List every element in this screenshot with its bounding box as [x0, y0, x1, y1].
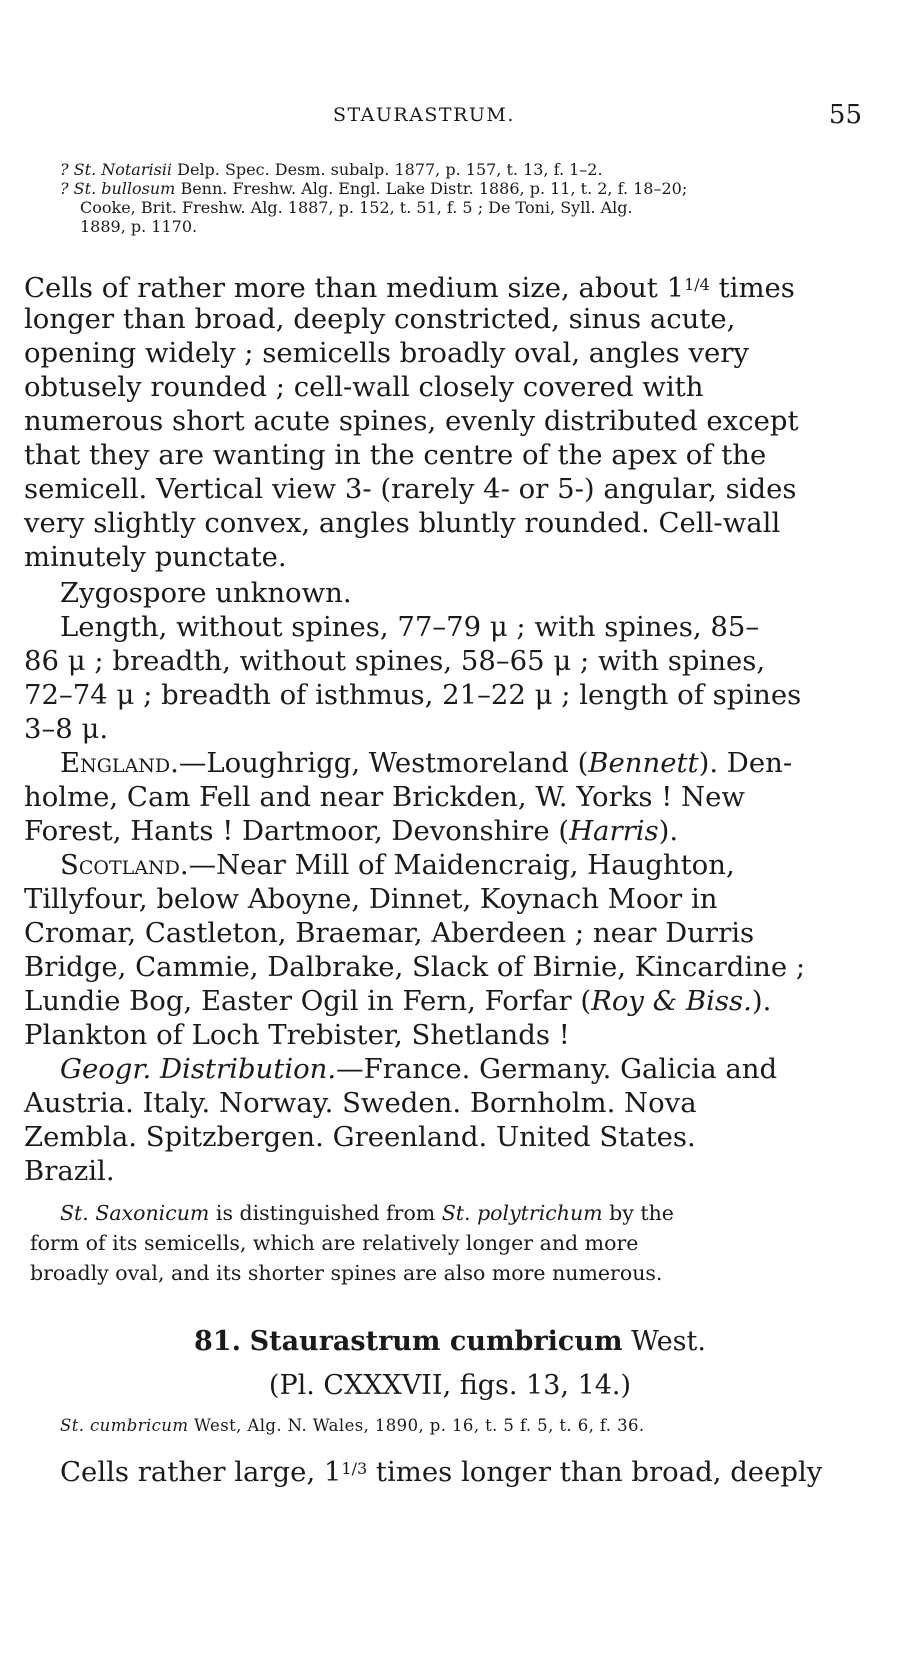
fraction: 1/4: [684, 275, 710, 294]
fraction: 1/3: [341, 1459, 368, 1478]
species-name: Staurastrum cumbricum: [249, 1326, 623, 1357]
page-number: 55: [828, 100, 862, 130]
text-line: Tillyfour, below Aboyne, Dinnet, Koynach Moor in: [24, 883, 718, 915]
text-line: Cells rather large, $1^{1/3}$ times longer than broad, deeply: [60, 1456, 823, 1488]
plate-reference: (Pl. CXXXVII, figs. 13, 14.): [268, 1370, 632, 1401]
synonym-line: ? St. Notarisii Delp. Spec. Desm. subalp. 1877, p. 157, t. 13, f. 1–2.: [60, 160, 603, 179]
text-line: semicell. Vertical view 3- (rarely 4- or 5-) angular, sides: [24, 473, 797, 505]
synonym-line: St. cumbricum West, Alg. N. Wales, 1890, p. 16, t. 5 f. 5, t. 6, f. 36.: [60, 1416, 645, 1435]
text-line: 72–74 μ ; breadth of isthmus, 21–22 μ ; length of spines: [24, 679, 802, 711]
text-line: Plankton of Loch Trebister, Shetlands !: [24, 1019, 570, 1051]
text-line: that they are wanting in the centre of the apex of the: [24, 439, 767, 471]
text-line: Length, without spines, 77–79 μ ; with spines, 85–: [60, 611, 760, 643]
text-line: 86 μ ; breadth, without spines, 58–65 μ ; with spines,: [24, 645, 766, 677]
text-line: obtusely rounded ; cell-wall closely covered with: [24, 371, 704, 403]
text-line: Lundie Bog, Easter Ogil in Fern, Forfar (Roy & Biss.).: [24, 985, 772, 1017]
text-line: minutely punctate.: [24, 541, 287, 573]
zygospore-line: Zygospore unknown.: [60, 577, 352, 609]
text-line: form of its semicells, which are relatively longer and more: [30, 1231, 639, 1255]
text-line: numerous short acute spines, evenly distributed except: [24, 405, 799, 437]
text-line: Brazil.: [24, 1155, 115, 1187]
text-line: Geogr. Distribution.—France. Germany. Galicia and: [60, 1053, 778, 1085]
region-label: England.: [60, 747, 179, 779]
text-line: St. Saxonicum is distinguished from St. polytrichum by the: [60, 1201, 674, 1225]
text-line: Scotland.—Near Mill of Maidencraig, Haughton,: [60, 849, 735, 881]
distribution-label: Geogr. Distribution.: [60, 1053, 337, 1085]
text-line: Zembla. Spitzbergen. Greenland. United States.: [24, 1121, 696, 1153]
running-head: [0, 100, 900, 134]
synonym-species: St. bullosum: [73, 179, 176, 198]
text-line: England.—Loughrigg, Westmoreland (Bennett). Den-: [60, 747, 793, 779]
text-line: Bridge, Cammie, Dalbrake, Slack of Birnie, Kincardine ;: [24, 951, 806, 983]
running-title: STAURASTRUM.: [333, 104, 515, 126]
synonym-line: Cooke, Brit. Freshw. Alg. 1887, p. 152, t. 51, f. 5 ; De Toni, Syll. Alg.: [80, 198, 633, 217]
synonym-species: St. Notarisii: [73, 160, 173, 179]
synonym-line: 1889, p. 1170.: [80, 217, 198, 236]
text-line: 3–8 μ.: [24, 713, 109, 745]
text-line: Forest, Hants ! Dartmoor, Devonshire (Harris).: [24, 815, 679, 847]
species-number: 81.: [194, 1326, 241, 1357]
text-line: holme, Cam Fell and near Brickden, W. Yorks ! New: [24, 781, 745, 813]
synonym-line: ? St. bullosum Benn. Freshw. Alg. Engl. Lake Distr. 1886, p. 11, t. 2, f. 18–20;: [60, 179, 688, 198]
species-heading: [0, 1326, 900, 1357]
text-line: very slightly convex, angles bluntly rounded. Cell-wall: [24, 507, 781, 539]
text-line: Cromar, Castleton, Braemar, Aberdeen ; near Durris: [24, 917, 755, 949]
text-line: Cells of rather more than medium size, about $1^{1/4}$ times: [24, 272, 795, 304]
text-line: Austria. Italy. Norway. Sweden. Bornholm. Nova: [24, 1087, 697, 1119]
text-line: longer than broad, deeply constricted, sinus acute,: [24, 303, 736, 335]
text-line: opening widely ; semicells broadly oval, angles very: [24, 337, 749, 369]
region-label: Scotland.: [60, 849, 189, 881]
text-line: broadly oval, and its shorter spines are also more numerous.: [30, 1261, 663, 1285]
species-author: West.: [631, 1326, 706, 1357]
